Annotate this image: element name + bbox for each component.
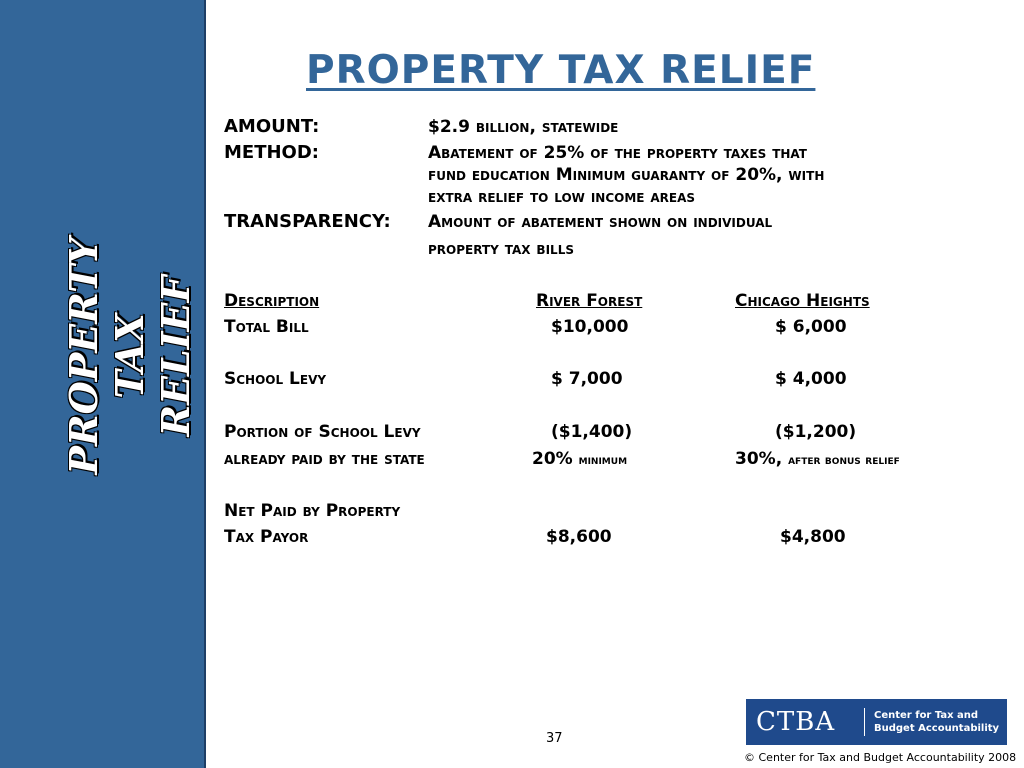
method-line-3: extra relief to low income areas <box>428 187 696 207</box>
total-bill-label: Total Bill <box>224 317 309 337</box>
net-paid-label-line2: Tax Payor <box>224 527 309 547</box>
portion-river-forest-pct-note: minimum <box>578 453 628 468</box>
header-chicago-heights: Chicago Heights <box>735 291 870 311</box>
method-label: METHOD: <box>224 142 319 163</box>
total-bill-chicago-heights: $ 6,000 <box>775 317 847 337</box>
school-levy-river-forest: $ 7,000 <box>551 369 623 389</box>
portion-river-forest: ($1,400) <box>551 422 633 442</box>
school-levy-label: School Levy <box>224 369 327 389</box>
portion-river-forest-pct-value: 20% <box>532 449 573 469</box>
net-paid-label-line1: Net Paid by Property <box>224 501 401 521</box>
ctba-logo <box>746 699 1007 745</box>
logo-org-name-line2: Budget Accountability <box>874 723 1000 734</box>
portion-label-line2: already paid by the state <box>224 449 425 469</box>
portion-chicago-heights-pct-value: 30%, <box>735 449 783 469</box>
logo-divider <box>864 708 865 736</box>
net-paid-chicago-heights: $4,800 <box>780 527 846 547</box>
sidebar-title-line1: PROPERTY TAX <box>61 237 152 475</box>
header-description: Description <box>224 291 320 311</box>
header-river-forest: River Forest <box>536 291 643 311</box>
portion-chicago-heights: ($1,200) <box>775 422 857 442</box>
copyright-notice: © Center for Tax and Budget Accountability 2008 <box>744 751 1017 764</box>
logo-org-name-line1: Center for Tax and <box>874 710 979 721</box>
method-line-2: fund education Minimum guaranty of 20%, with <box>428 165 825 185</box>
page-number: 37 <box>546 731 563 746</box>
method-line-1: Abatement of 25% of the property taxes that <box>428 143 807 163</box>
portion-chicago-heights-pct-note: after bonus relief <box>788 453 900 468</box>
portion-chicago-heights-pct <box>735 448 900 472</box>
net-paid-river-forest: $8,600 <box>546 527 612 547</box>
total-bill-river-forest: $10,000 <box>551 317 629 337</box>
logo-org-name <box>874 709 999 735</box>
sidebar-title-line2: RELIEF <box>153 275 198 437</box>
amount-value: $2.9 billion, statewide <box>428 117 619 137</box>
portion-river-forest-pct <box>532 448 627 472</box>
school-levy-chicago-heights: $ 4,000 <box>775 369 847 389</box>
sidebar-title <box>0 0 204 768</box>
portion-label-line1: Portion of School Levy <box>224 422 421 442</box>
transparency-label: TRANSPARENCY: <box>224 211 391 232</box>
amount-label: AMOUNT: <box>224 116 320 137</box>
logo-wordmark: CTBA <box>756 707 836 737</box>
transparency-line-1: Amount of abatement shown on individual <box>428 212 773 232</box>
transparency-line-2: property tax bills <box>428 239 574 259</box>
slide-title: PROPERTY TAX RELIEF <box>306 48 816 93</box>
